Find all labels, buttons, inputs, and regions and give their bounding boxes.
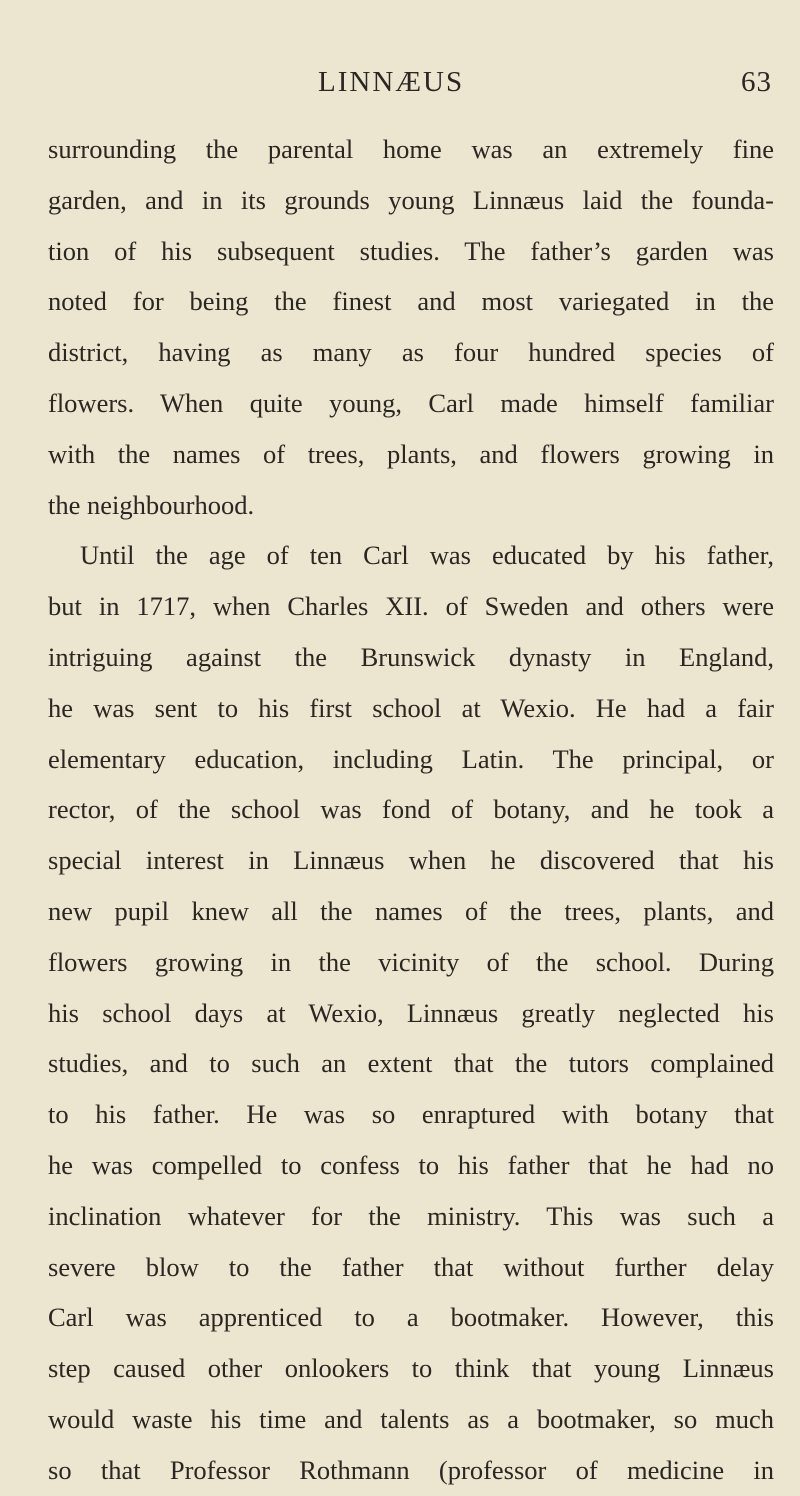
- text-line: flowers growing in the vicinity of the school. During: [48, 946, 774, 977]
- text-line: he was compelled to confess to his father that he had no: [48, 1149, 774, 1180]
- text-line: would waste his time and talents as a bootmaker, so much: [48, 1403, 774, 1434]
- text-line: district, having as many as four hundred species of: [48, 337, 774, 368]
- body-text: [48, 124, 774, 1496]
- text-line: new pupil knew all the names of the trees, plants, and: [48, 895, 774, 926]
- text-line: studies, and to such an extent that the tutors complained: [48, 1048, 774, 1079]
- text-line: tion of his subsequent studies. The father’s garden was: [48, 235, 774, 266]
- text-line: flowers. When quite young, Carl made himself familiar: [48, 387, 774, 418]
- text-line: to his father. He was so enraptured with botany that: [48, 1099, 774, 1130]
- running-head: [318, 66, 772, 116]
- text-line: so that Professor Rothmann (professor of medicine in: [48, 1454, 774, 1485]
- text-line: his school days at Wexio, Linnæus greatly neglected his: [48, 997, 774, 1028]
- text-line: elementary education, including Latin. The principal, or: [48, 743, 774, 774]
- text-line: with the names of trees, plants, and flowers growing in: [48, 438, 774, 469]
- page-number: 63: [741, 66, 772, 98]
- text-line: garden, and in its grounds young Linnæus laid the founda-: [48, 184, 774, 215]
- text-line: step caused other onlookers to think that young Linnæus: [48, 1353, 774, 1384]
- text-line: inclination whatever for the ministry. This was such a: [48, 1200, 774, 1231]
- text-line: surrounding the parental home was an extremely fine: [48, 134, 774, 164]
- text-line: special interest in Linnæus when he discovered that his: [48, 845, 774, 876]
- text-line: Carl was apprenticed to a bootmaker. However, this: [48, 1302, 774, 1333]
- text-line: rector, of the school was fond of botany, and he took a: [48, 794, 774, 825]
- text-line: noted for being the finest and most variegated in the: [48, 286, 774, 317]
- text-line: he was sent to his first school at Wexio. He had a fair: [48, 692, 774, 723]
- text-line: severe blow to the father that without further delay: [48, 1251, 774, 1282]
- text-line: the neighbourhood.: [48, 489, 255, 520]
- text-line: intriguing against the Brunswick dynasty in England,: [48, 641, 774, 672]
- text-line: Until the age of ten Carl was educated by his father,: [80, 540, 774, 571]
- text-line: but in 1717, when Charles XII. of Sweden and others were: [48, 591, 774, 622]
- running-title: LINNÆUS: [318, 66, 465, 98]
